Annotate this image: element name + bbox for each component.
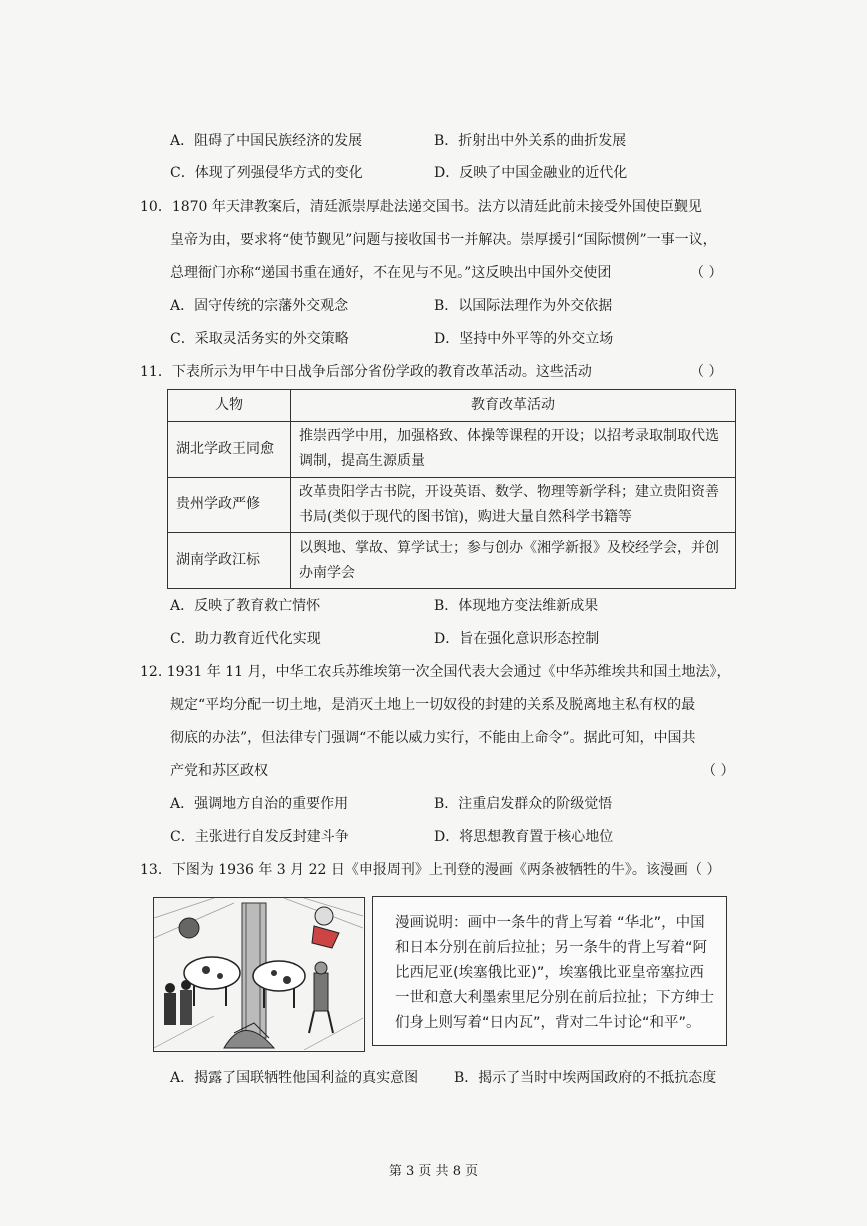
q12-option-b: B．注重启发群众的阶级觉悟: [434, 796, 613, 812]
q12-option-c: C．主张进行自发反封建斗争: [170, 829, 349, 845]
table-cell-activity: 推崇西学中用，加强格致、体操等课程的开设；以招考录取制取代选调制，提高生源质量: [291, 422, 736, 478]
q11-option-d: D．旨在强化意识形态控制: [434, 631, 600, 647]
table-cell-person: 贵州学政严修: [168, 477, 291, 533]
q13-stem-line1: 13．下图为 1936 年 3 月 22 日《申报周刊》上刊登的漫画《两条被牺牲的牛》。该漫画: [140, 862, 688, 878]
cartoon-caption: [372, 896, 727, 1046]
caption-text: 漫画说明：画中一条牛的背上写着 “华北”，中国和日本分别在前后拉扯；另一条牛的背上写着“阿比西尼亚(埃塞俄比亚)”，埃塞俄比亚皇帝塞拉西一世和意大利墨索里尼分别在前后拉扯；下方绅士们身上则写着“日内瓦”，背对二牛讨论“和平”。: [395, 915, 714, 1031]
cartoon-image: [153, 897, 365, 1052]
q9-option-c: C．体现了列强侵华方式的变化: [170, 165, 363, 181]
q11-option-a: A．反映了教育救亡情怀: [170, 598, 321, 614]
q11-table: [167, 389, 736, 589]
q10-option-d: D．坚持中外平等的外交立场: [434, 331, 614, 347]
table-header-row: [168, 390, 736, 422]
q12-stem-line3: 彻底的办法”，但法律专门强调“不能以威力实行，不能由上命令”。据此可知，中国共: [170, 730, 696, 746]
q12-option-d: D．将思想教育置于核心地位: [434, 829, 614, 845]
table-row: [168, 422, 736, 478]
table-cell-activity: 以舆地、掌故、算学试士；参与创办《湘学新报》及校经学会，并创办南学会: [291, 533, 736, 589]
table-row: [168, 533, 736, 589]
q10-stem-line2: 皇帝为由，要求将“使节觐见”问题与接收国书一并解决。崇厚援引“国际惯例”一事一议，: [170, 232, 717, 248]
q10-stem-line1: 10．1870 年天津教案后，清廷派崇厚赴法递交国书。法方以清廷此前未接受外国使臣觐见: [140, 199, 702, 215]
q10-option-c: C．采取灵活务实的外交策略: [170, 331, 349, 347]
q11-option-c: C．助力教育近代化实现: [170, 631, 321, 647]
table-cell-person: 湖南学政江标: [168, 533, 291, 589]
q10-option-b: B．以国际法理作为外交依据: [434, 298, 613, 314]
q13-option-a: A．揭露了国联牺牲他国利益的真实意图: [170, 1070, 419, 1086]
q12-option-a: A．强调地方自治的重要作用: [170, 796, 349, 812]
q9-option-a: A．阻碍了中国民族经济的发展: [170, 133, 363, 149]
q9-option-d: D．反映了中国金融业的近代化: [434, 165, 628, 181]
q10-answer-paren: （ ）: [690, 265, 723, 281]
q11-option-b: B．体现地方变法维新成果: [434, 598, 599, 614]
table-cell-activity: 改革贵阳学古书院，开设英语、数学、物理等新学科；建立贵阳资善书局(类似于现代的图书馆)，购进大量自然科学书籍等: [291, 477, 736, 533]
q10-option-a: A．固守传统的宗藩外交观念: [170, 298, 349, 314]
q13-answer-paren: （ ）: [688, 862, 721, 878]
q9-option-b: B．折射出中外关系的曲折发展: [434, 133, 627, 149]
q12-answer-paren: （ ）: [702, 763, 735, 779]
q11-stem-line1: 11．下表所示为甲午中日战争后部分省份学政的教育改革活动。这些活动: [140, 364, 592, 380]
cartoon-illustration-icon: [154, 898, 363, 1050]
table-row: [168, 477, 736, 533]
q12-stem-line1: 12. 1931 年 11 月，中华工农兵苏维埃第一次全国代表大会通过《中华苏维埃共和国土地法》，: [140, 664, 731, 680]
page-number: 第 3 页 共 8 页: [388, 1164, 479, 1179]
q12-stem-line4: 产党和苏区政权: [170, 763, 268, 779]
table-header-person: 人物: [168, 390, 291, 422]
q13-option-b: B．揭示了当时中埃两国政府的不抵抗态度: [454, 1070, 717, 1086]
table-cell-person: 湖北学政王同愈: [168, 422, 291, 478]
table-header-activity: 教育改革活动: [291, 390, 736, 422]
q10-stem-line3: 总理衙门亦称“递国书重在通好，不在见与不见。”这反映出中国外交使团: [170, 265, 612, 281]
q12-stem-line2: 规定“平均分配一切土地，是消灭土地上一切奴役的封建的关系及脱离地主私有权的最: [170, 697, 696, 713]
q11-answer-paren: （ ）: [690, 364, 723, 380]
